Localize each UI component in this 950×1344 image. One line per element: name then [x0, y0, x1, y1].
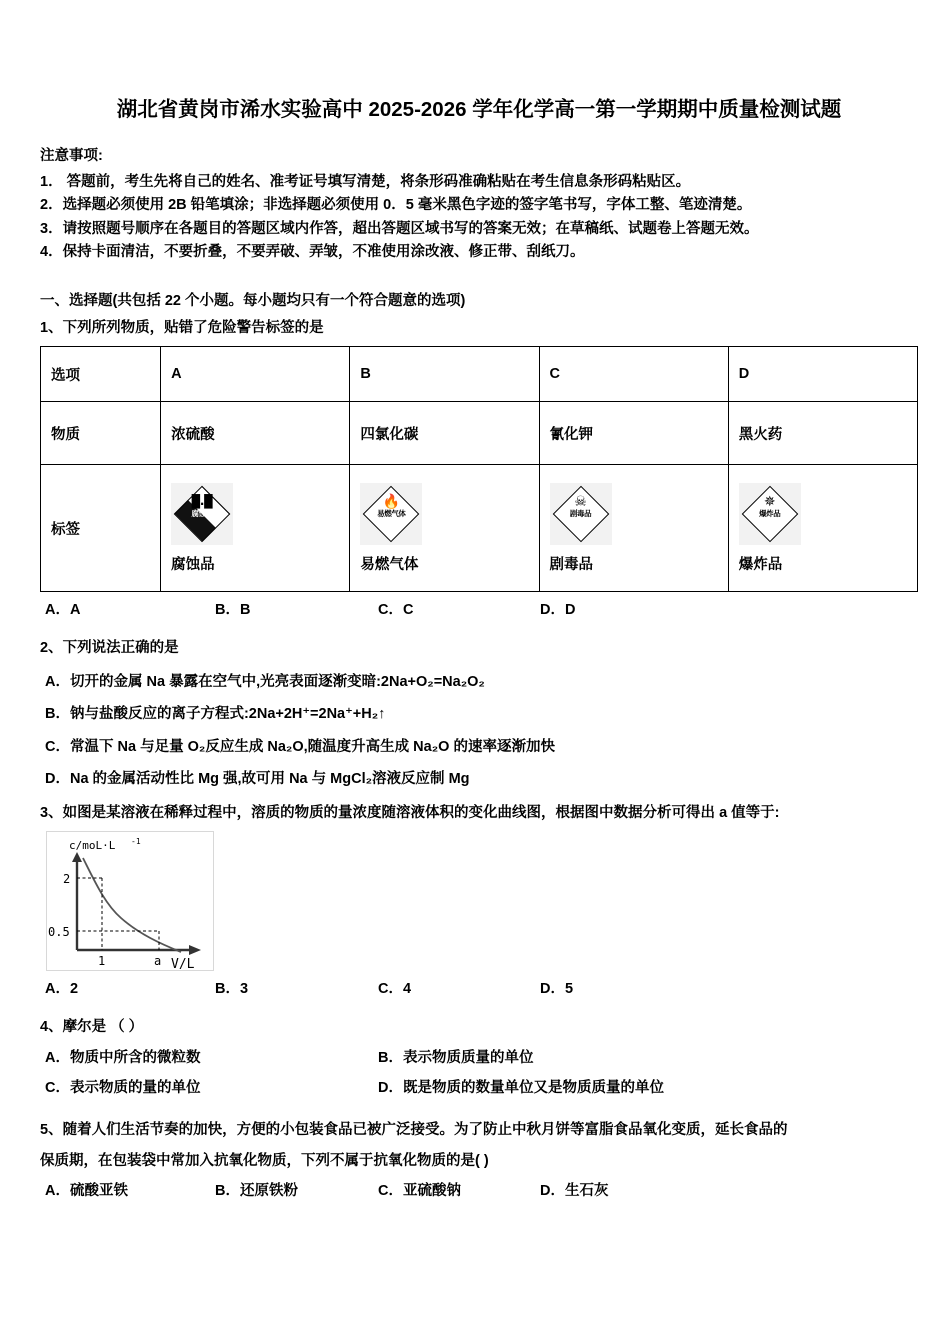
q2-option-b[interactable]: B．钠与盐酸反应的离子方程式:2Na+2H⁺=2Na⁺+H₂↑	[45, 706, 386, 723]
explosive-icon-text: 爆炸品	[759, 508, 781, 518]
hazard-cell-a	[161, 465, 350, 592]
corrosive-icon	[171, 483, 233, 545]
q4-option-c[interactable]: C．表示物质的量的单位	[45, 1080, 201, 1097]
table-row-labels	[41, 465, 918, 592]
question-3-options	[40, 977, 918, 1003]
q1-option-c[interactable]: C．C	[378, 602, 414, 619]
explosive-icon	[739, 483, 801, 545]
q3-option-d[interactable]: D．5	[540, 981, 574, 998]
substance-b: 四氯化碳	[350, 402, 539, 465]
question-2-stem: 2、下列说法正确的是	[40, 640, 179, 657]
hazard-label-d: 爆炸品	[738, 556, 783, 573]
x-tick-a: a	[154, 954, 162, 969]
notice-item-1: 1． 答题前，考生先将自己的姓名、准考证号填写清楚，将条形码准确粘贴在考生信息条形码粘贴区。	[40, 173, 691, 190]
question-4-stem: 4、摩尔是 （ ）	[40, 1019, 144, 1036]
hazard-cell-d	[728, 465, 917, 592]
y-tick-2: 2	[63, 872, 71, 887]
chart-xlabel: V/L	[171, 957, 195, 971]
q5-option-d[interactable]: D．生石灰	[540, 1183, 609, 1200]
hazard-cell-b	[350, 465, 539, 592]
q4-option-d[interactable]: D．既是物质的数量单位又是物质质量的单位	[378, 1080, 664, 1097]
question-3-stem: 3、如图是某溶液在稀释过程中，溶质的物质的量浓度随溶液体积的变化曲线图，根据图中数据分析可得出 a 值等于:	[40, 804, 780, 821]
q3-option-a[interactable]: A．2	[45, 981, 79, 998]
toxic-skull-icon	[550, 483, 612, 545]
q5-option-a[interactable]: A．硫酸亚铁	[45, 1183, 128, 1200]
q2-option-c[interactable]: C．常温下 Na 与足量 O₂反应生成 Na₂O,随温度升高生成 Na₂O 的速率逐渐加快	[45, 738, 555, 755]
row-header-option: 选项	[41, 347, 161, 402]
flame-glyph: 🔥	[382, 492, 401, 509]
x-axis-arrow	[189, 945, 201, 955]
row-header-substance: 物质	[41, 402, 161, 465]
substance-a: 浓硫酸	[161, 402, 350, 465]
question-5-stem-line-2: 保质期，在包装袋中常加入抗氧化物质，下列不属于抗氧化物质的是( )	[40, 1152, 489, 1169]
hazard-label-table	[40, 346, 918, 592]
explosion-burst-glyph: ✵	[763, 492, 776, 509]
section-heading: 一、选择题(共包括 22 个小题。每小题均只有一个符合题意的选项)	[40, 292, 466, 309]
dilution-curve-path	[83, 858, 181, 952]
q2-option-d[interactable]: D．Na 的金属活动性比 Mg 强,故可用 Na 与 MgCl₂溶液反应制 Mg	[45, 771, 470, 788]
chart-ylabel-exponent: -1	[131, 837, 141, 847]
q1-option-b[interactable]: B．B	[215, 602, 251, 619]
page-title: 湖北省黄岗市浠水实验高中 2025-2026 学年化学高一第一学期期中质量检测试题	[116, 98, 842, 121]
column-header-a: A	[161, 347, 350, 402]
row-header-label: 标签	[41, 465, 161, 592]
x-tick-1: 1	[98, 954, 106, 969]
table-row-substances	[41, 402, 918, 465]
question-1-stem: 1、下列所列物质，贴错了危险警告标签的是	[40, 319, 324, 336]
dilution-curve-chart	[46, 831, 214, 971]
q5-option-c[interactable]: C．亚硫酸钠	[378, 1183, 461, 1200]
hazard-label-a: 腐蚀品	[171, 556, 215, 573]
corrosive-drip-glyph: █․█	[191, 493, 213, 508]
q1-option-a[interactable]: A．A	[45, 602, 81, 619]
substance-d: 黑火药	[728, 402, 917, 465]
column-header-b: B	[350, 347, 539, 402]
notice-heading: 注意事项:	[40, 147, 103, 164]
question-4-options-row-2	[40, 1076, 918, 1106]
notice-item-4: 4．保持卡面清洁，不要折叠，不要弄破、弄皱，不准使用涂改液、修正带、刮纸刀。	[40, 244, 585, 261]
skull-glyph: ☠	[574, 492, 587, 509]
q1-option-d[interactable]: D．D	[540, 602, 576, 619]
dilution-curve-svg	[47, 832, 213, 970]
y-axis-arrow	[72, 852, 82, 862]
page-content	[40, 96, 918, 1207]
q4-option-a[interactable]: A．物质中所含的微粒数	[45, 1050, 201, 1067]
toxic-icon-text: 剧毒品	[569, 508, 592, 518]
q4-option-b[interactable]: B．表示物质质量的单位	[378, 1050, 534, 1067]
flammable-gas-icon-text: 易燃气体	[377, 508, 406, 518]
flammable-gas-icon	[360, 483, 422, 545]
chart-ylabel: c/moL·L	[69, 839, 116, 853]
notice-list	[40, 171, 918, 265]
q3-option-b[interactable]: B．3	[215, 981, 249, 998]
table-row-options	[41, 347, 918, 402]
notice-item-3: 3．请按照题号顺序在各题目的答题区域内作答，超出答题区域书写的答案无效；在草稿纸、试题卷上答题无效。	[40, 220, 759, 237]
hazard-label-c: 剧毒品	[549, 556, 594, 573]
question-5-options	[40, 1179, 918, 1207]
notice-item-2: 2．选择题必须使用 2B 铅笔填涂；非选择题必须使用 0．5 毫米黑色字迹的签字笔书写，字体工整、笔迹清楚。	[40, 197, 752, 214]
y-tick-05: 0.5	[48, 925, 70, 940]
corrosive-icon-text: 腐蚀品	[191, 508, 213, 518]
question-5-stem-line-1: 5、随着人们生活节奏的加快，方便的小包装食品已被广泛接受。为了防止中秋月饼等富脂食品氧化变质，延长食品的	[40, 1122, 788, 1139]
hazard-label-b: 易燃气体	[360, 556, 419, 573]
q2-option-a[interactable]: A．切开的金属 Na 暴露在空气中,光亮表面逐渐变暗:2Na+O₂=Na₂O₂	[45, 673, 485, 690]
column-header-c: C	[539, 347, 728, 402]
substance-c: 氰化钾	[539, 402, 728, 465]
q3-option-c[interactable]: C．4	[378, 981, 412, 998]
column-header-d: D	[728, 347, 917, 402]
question-4-options-row-1	[40, 1046, 918, 1076]
hazard-cell-c	[539, 465, 728, 592]
q5-option-b[interactable]: B．还原铁粉	[215, 1183, 298, 1200]
question-1-options	[40, 598, 918, 624]
question-2-options	[40, 671, 918, 791]
